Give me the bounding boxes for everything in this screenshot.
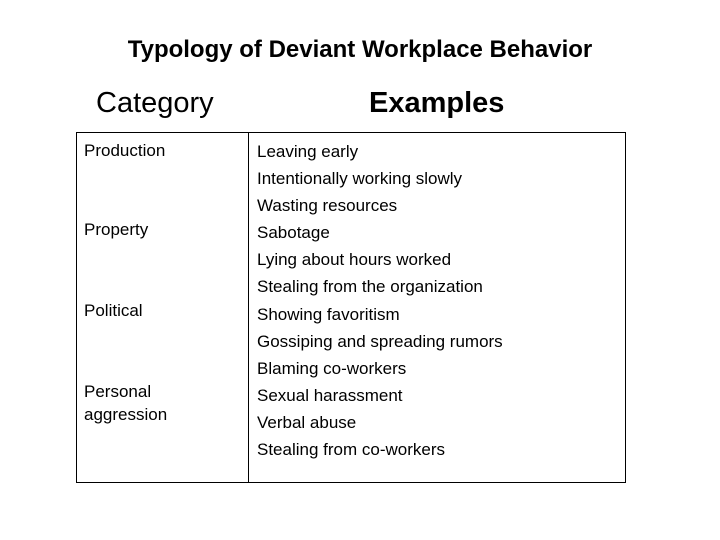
category-production: Production — [84, 141, 166, 160]
example-item: Sexual harassment — [257, 385, 403, 405]
example-item: Stealing from the organization — [257, 277, 483, 297]
example-item: Leaving early — [257, 142, 359, 161]
examples-list — [257, 138, 503, 463]
examples-column-header: Examples — [369, 87, 505, 119]
example-item: Showing favoritism — [257, 304, 400, 324]
page-title: Typology of Deviant Workplace Behavior — [127, 36, 593, 63]
example-item: Verbal abuse — [257, 412, 357, 432]
example-item: Gossiping and spreading rumors — [257, 331, 503, 351]
example-item: Wasting resources — [257, 196, 398, 216]
example-item: Lying about hours worked — [257, 250, 452, 270]
category-personal-aggression: Personal aggression — [84, 382, 168, 424]
behavior-table — [76, 132, 626, 483]
example-item: Intentionally working slowly — [257, 169, 463, 189]
column-divider — [248, 133, 249, 482]
category-column-header: Category — [96, 87, 214, 119]
category-property: Property — [84, 220, 149, 239]
example-item: Sabotage — [257, 223, 330, 243]
example-item: Blaming co-workers — [257, 358, 407, 378]
category-political: Political — [84, 301, 143, 320]
example-item: Stealing from co-workers — [257, 440, 446, 460]
